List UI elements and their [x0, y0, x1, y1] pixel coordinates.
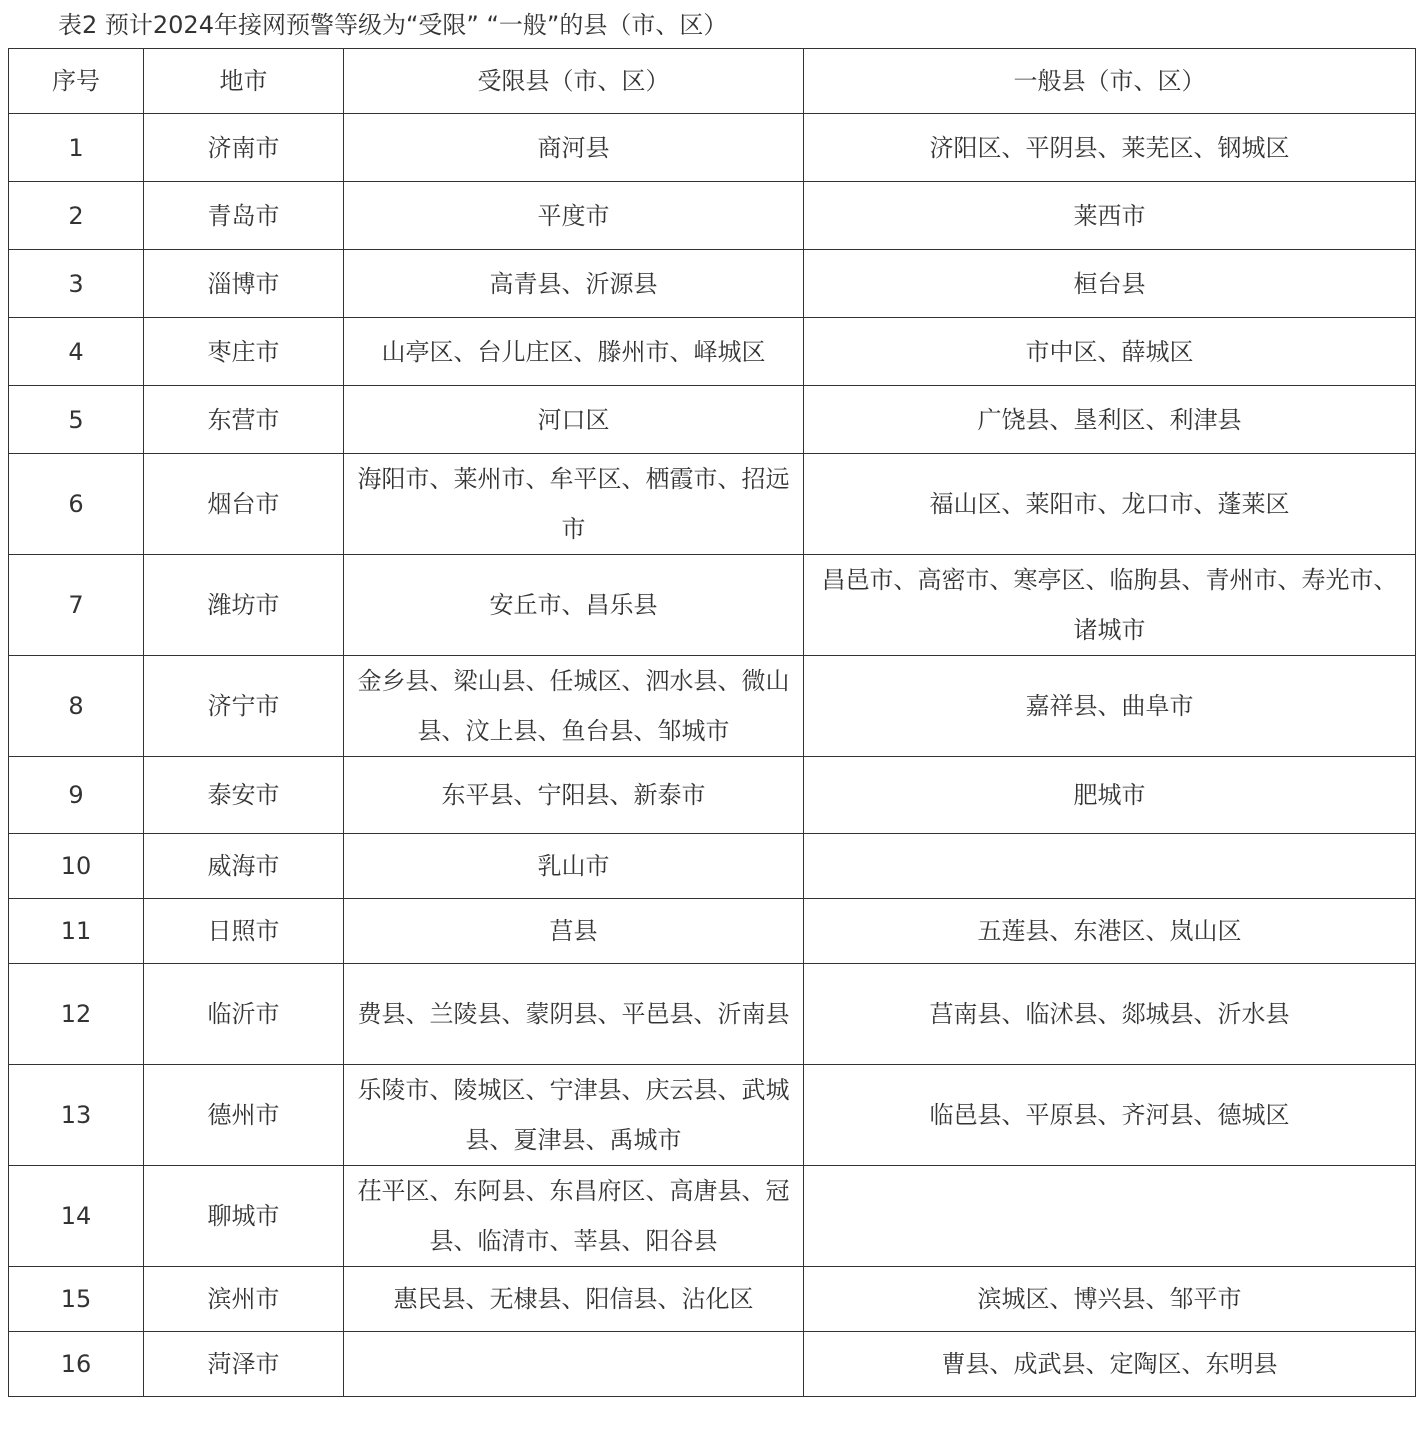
cell-restricted: 乐陵市、陵城区、宁津县、庆云县、武城县、夏津县、禹城市	[344, 1065, 804, 1166]
table-row	[9, 656, 1416, 757]
cell-restricted: 商河县	[344, 114, 804, 182]
header-restricted: 受限县（市、区）	[344, 49, 804, 114]
cell-restricted: 茌平区、东阿县、东昌府区、高唐县、冠县、临清市、莘县、阳谷县	[344, 1166, 804, 1267]
cell-restricted	[344, 1332, 804, 1397]
cell-city: 青岛市	[144, 182, 344, 250]
county-warning-table	[8, 48, 1416, 1397]
header-general: 一般县（市、区）	[804, 49, 1416, 114]
header-index: 序号	[9, 49, 144, 114]
cell-general: 滨城区、博兴县、邹平市	[804, 1267, 1416, 1332]
cell-restricted: 平度市	[344, 182, 804, 250]
cell-index: 7	[9, 555, 144, 656]
cell-city: 潍坊市	[144, 555, 344, 656]
cell-city: 威海市	[144, 834, 344, 899]
cell-city: 日照市	[144, 899, 344, 964]
cell-general: 五莲县、东港区、岚山区	[804, 899, 1416, 964]
table-row	[9, 1166, 1416, 1267]
cell-index: 6	[9, 454, 144, 555]
cell-index: 11	[9, 899, 144, 964]
cell-city: 枣庄市	[144, 318, 344, 386]
cell-general: 济阳区、平阴县、莱芜区、钢城区	[804, 114, 1416, 182]
cell-general: 嘉祥县、曲阜市	[804, 656, 1416, 757]
cell-restricted: 金乡县、梁山县、任城区、泗水县、微山县、汶上县、鱼台县、邹城市	[344, 656, 804, 757]
cell-city: 淄博市	[144, 250, 344, 318]
cell-city: 济南市	[144, 114, 344, 182]
table-row	[9, 386, 1416, 454]
table-row	[9, 964, 1416, 1065]
cell-general: 肥城市	[804, 757, 1416, 834]
cell-general: 临邑县、平原县、齐河县、德城区	[804, 1065, 1416, 1166]
cell-city: 临沂市	[144, 964, 344, 1065]
cell-restricted: 费县、兰陵县、蒙阴县、平邑县、沂南县	[344, 964, 804, 1065]
table-row	[9, 318, 1416, 386]
cell-general	[804, 834, 1416, 899]
table-row	[9, 114, 1416, 182]
cell-index: 10	[9, 834, 144, 899]
cell-index: 13	[9, 1065, 144, 1166]
table-row	[9, 1332, 1416, 1397]
cell-general: 昌邑市、高密市、寒亭区、临朐县、青州市、寿光市、诸城市	[804, 555, 1416, 656]
cell-city: 东营市	[144, 386, 344, 454]
cell-index: 16	[9, 1332, 144, 1397]
cell-index: 14	[9, 1166, 144, 1267]
table-row	[9, 1065, 1416, 1166]
table-row	[9, 757, 1416, 834]
cell-city: 德州市	[144, 1065, 344, 1166]
cell-index: 1	[9, 114, 144, 182]
cell-general: 莱西市	[804, 182, 1416, 250]
cell-index: 2	[9, 182, 144, 250]
cell-general: 广饶县、垦利区、利津县	[804, 386, 1416, 454]
table-header-row	[9, 49, 1416, 114]
cell-city: 聊城市	[144, 1166, 344, 1267]
cell-city: 泰安市	[144, 757, 344, 834]
table-row	[9, 1267, 1416, 1332]
table-row	[9, 454, 1416, 555]
header-city: 地市	[144, 49, 344, 114]
table-caption: 表2 预计2024年接网预警等级为“受限” “一般”的县（市、区）	[58, 11, 728, 39]
cell-general: 莒南县、临沭县、郯城县、沂水县	[804, 964, 1416, 1065]
cell-restricted: 安丘市、昌乐县	[344, 555, 804, 656]
cell-general: 桓台县	[804, 250, 1416, 318]
cell-city: 烟台市	[144, 454, 344, 555]
cell-restricted: 海阳市、莱州市、牟平区、栖霞市、招远市	[344, 454, 804, 555]
cell-general: 福山区、莱阳市、龙口市、蓬莱区	[804, 454, 1416, 555]
table-row	[9, 834, 1416, 899]
table-row	[9, 899, 1416, 964]
cell-index: 4	[9, 318, 144, 386]
cell-index: 5	[9, 386, 144, 454]
cell-index: 9	[9, 757, 144, 834]
cell-index: 3	[9, 250, 144, 318]
cell-general: 曹县、成武县、定陶区、东明县	[804, 1332, 1416, 1397]
cell-restricted: 莒县	[344, 899, 804, 964]
cell-restricted: 山亭区、台儿庄区、滕州市、峄城区	[344, 318, 804, 386]
cell-restricted: 河口区	[344, 386, 804, 454]
cell-index: 8	[9, 656, 144, 757]
cell-index: 12	[9, 964, 144, 1065]
cell-general	[804, 1166, 1416, 1267]
cell-restricted: 高青县、沂源县	[344, 250, 804, 318]
cell-restricted: 乳山市	[344, 834, 804, 899]
cell-city: 济宁市	[144, 656, 344, 757]
table-row	[9, 250, 1416, 318]
cell-general: 市中区、薛城区	[804, 318, 1416, 386]
cell-city: 滨州市	[144, 1267, 344, 1332]
cell-city: 菏泽市	[144, 1332, 344, 1397]
cell-index: 15	[9, 1267, 144, 1332]
table-row	[9, 555, 1416, 656]
table-row	[9, 182, 1416, 250]
cell-restricted: 惠民县、无棣县、阳信县、沾化区	[344, 1267, 804, 1332]
cell-restricted: 东平县、宁阳县、新泰市	[344, 757, 804, 834]
